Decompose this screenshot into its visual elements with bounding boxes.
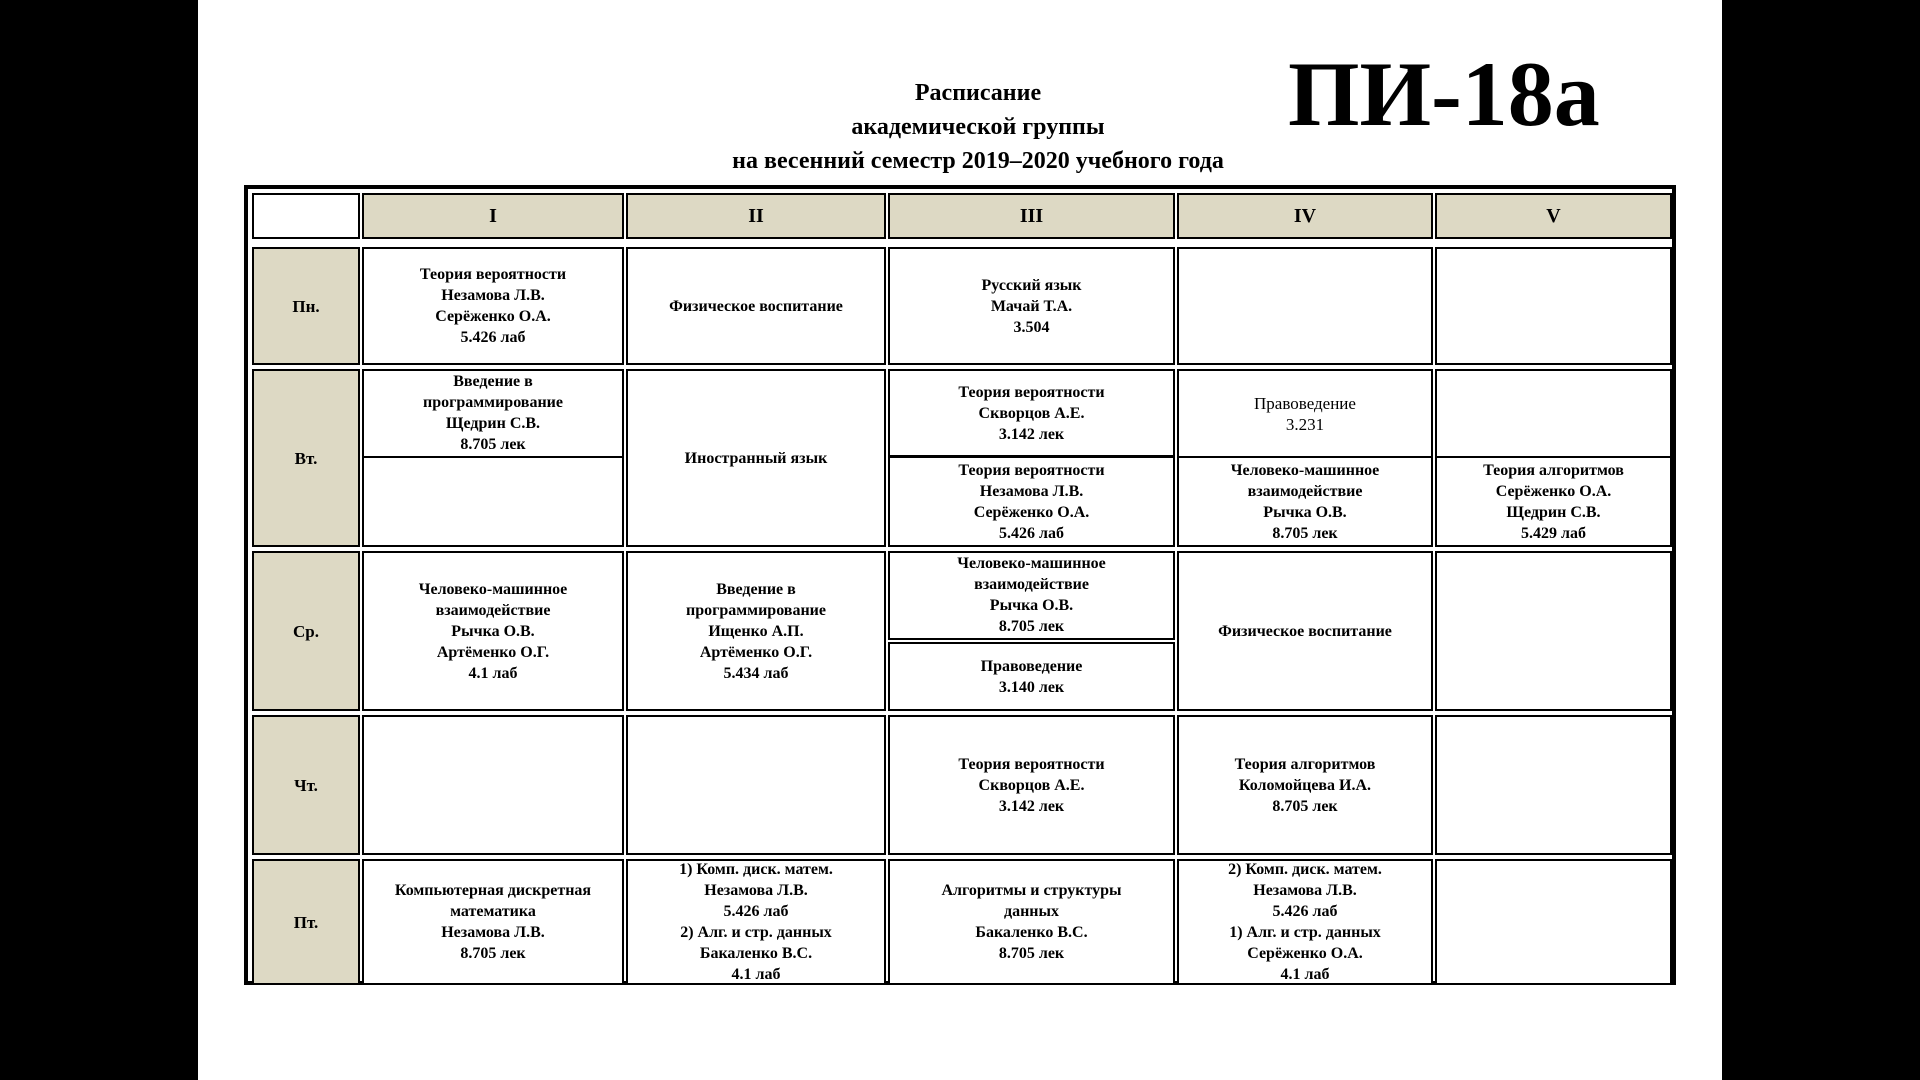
schedule-table — [244, 185, 1676, 985]
lesson-mon-3: Русский язык Мачай Т.А. 3.504 — [888, 247, 1175, 365]
lesson-mon-4-empty — [1177, 247, 1433, 365]
lesson-wed-3-bottom: Правоведение 3.140 лек — [888, 642, 1175, 711]
lesson-fri-2: 1) Комп. диск. матем. Незамова Л.В. 5.426 лаб 2) Алг. и стр. данных Бакаленко В.С. 4.1 лаб — [626, 859, 886, 985]
period-header-1: I — [362, 193, 624, 239]
title-line-1: Расписание — [914, 80, 1042, 106]
lesson-thu-5-empty — [1435, 715, 1672, 855]
lesson-fri-3: Алгоритмы и структуры данных Бакаленко В.С. 8.705 лек — [888, 859, 1175, 985]
page-title — [653, 76, 1303, 178]
lesson-tue-4-top: Правоведение 3.231 — [1177, 369, 1433, 458]
schedule-slide — [198, 0, 1722, 1080]
lesson-thu-3: Теория вероятности Скворцов А.Е. 3.142 лек — [888, 715, 1175, 855]
lesson-tue-1-bottom-empty — [362, 456, 624, 547]
lesson-tue-4-bottom: Человеко-машинное взаимодействие Рычка О.В. 8.705 лек — [1177, 456, 1433, 547]
day-thu: Чт. — [252, 715, 360, 855]
title-line-2: академической группы — [851, 114, 1105, 140]
day-tue: Вт. — [252, 369, 360, 547]
day-fri: Пт. — [252, 859, 360, 985]
lesson-wed-5-empty — [1435, 551, 1672, 711]
lesson-tue-5-top-empty — [1435, 369, 1672, 458]
lesson-mon-2: Физическое воспитание — [626, 247, 886, 365]
lesson-wed-2: Введение в программирование Ищенко А.П. Артёменко О.Г. 5.434 лаб — [626, 551, 886, 711]
title-line-3: на весенний семестр 2019–2020 учебного года — [732, 148, 1224, 174]
lesson-wed-1: Человеко-машинное взаимодействие Рычка О.В. Артёменко О.Г. 4.1 лаб — [362, 551, 624, 711]
lesson-tue-3-bottom: Теория вероятности Незамова Л.В. Серёженко О.А. 5.426 лаб — [888, 457, 1175, 547]
lesson-mon-5-empty — [1435, 247, 1672, 365]
lesson-thu-2-empty — [626, 715, 886, 855]
lesson-thu-1-empty — [362, 715, 624, 855]
day-mon: Пн. — [252, 247, 360, 365]
lesson-fri-5-empty — [1435, 859, 1672, 985]
lesson-tue-3-top: Теория вероятности Скворцов А.Е. 3.142 лек — [888, 369, 1175, 457]
lesson-wed-3-top: Человеко-машинное взаимодействие Рычка О.В. 8.705 лек — [888, 551, 1175, 640]
period-header-2: II — [626, 193, 886, 239]
lesson-wed-4: Физическое воспитание — [1177, 551, 1433, 711]
lesson-thu-4: Теория алгоритмов Коломойцева И.А. 8.705 лек — [1177, 715, 1433, 855]
lesson-fri-4: 2) Комп. диск. матем. Незамова Л.В. 5.426 лаб 1) Алг. и стр. данных Серёженко О.А. 4.1 лаб — [1177, 859, 1433, 985]
period-header-5: V — [1435, 193, 1672, 239]
group-code: ПИ-18а — [1288, 43, 1600, 145]
day-wed: Ср. — [252, 551, 360, 711]
lesson-tue-5-bottom: Теория алгоритмов Серёженко О.А. Щедрин С.В. 5.429 лаб — [1435, 456, 1672, 547]
corner-cell — [252, 193, 360, 239]
lesson-fri-1: Компьютерная дискретная математика Незамова Л.В. 8.705 лек — [362, 859, 624, 985]
period-header-4: IV — [1177, 193, 1433, 239]
lesson-mon-1: Теория вероятности Незамова Л.В. Серёженко О.А. 5.426 лаб — [362, 247, 624, 365]
period-header-3: III — [888, 193, 1175, 239]
lesson-tue-2: Иностранный язык — [626, 369, 886, 547]
lesson-tue-1-top: Введение в программирование Щедрин С.В. 8.705 лек — [362, 369, 624, 458]
